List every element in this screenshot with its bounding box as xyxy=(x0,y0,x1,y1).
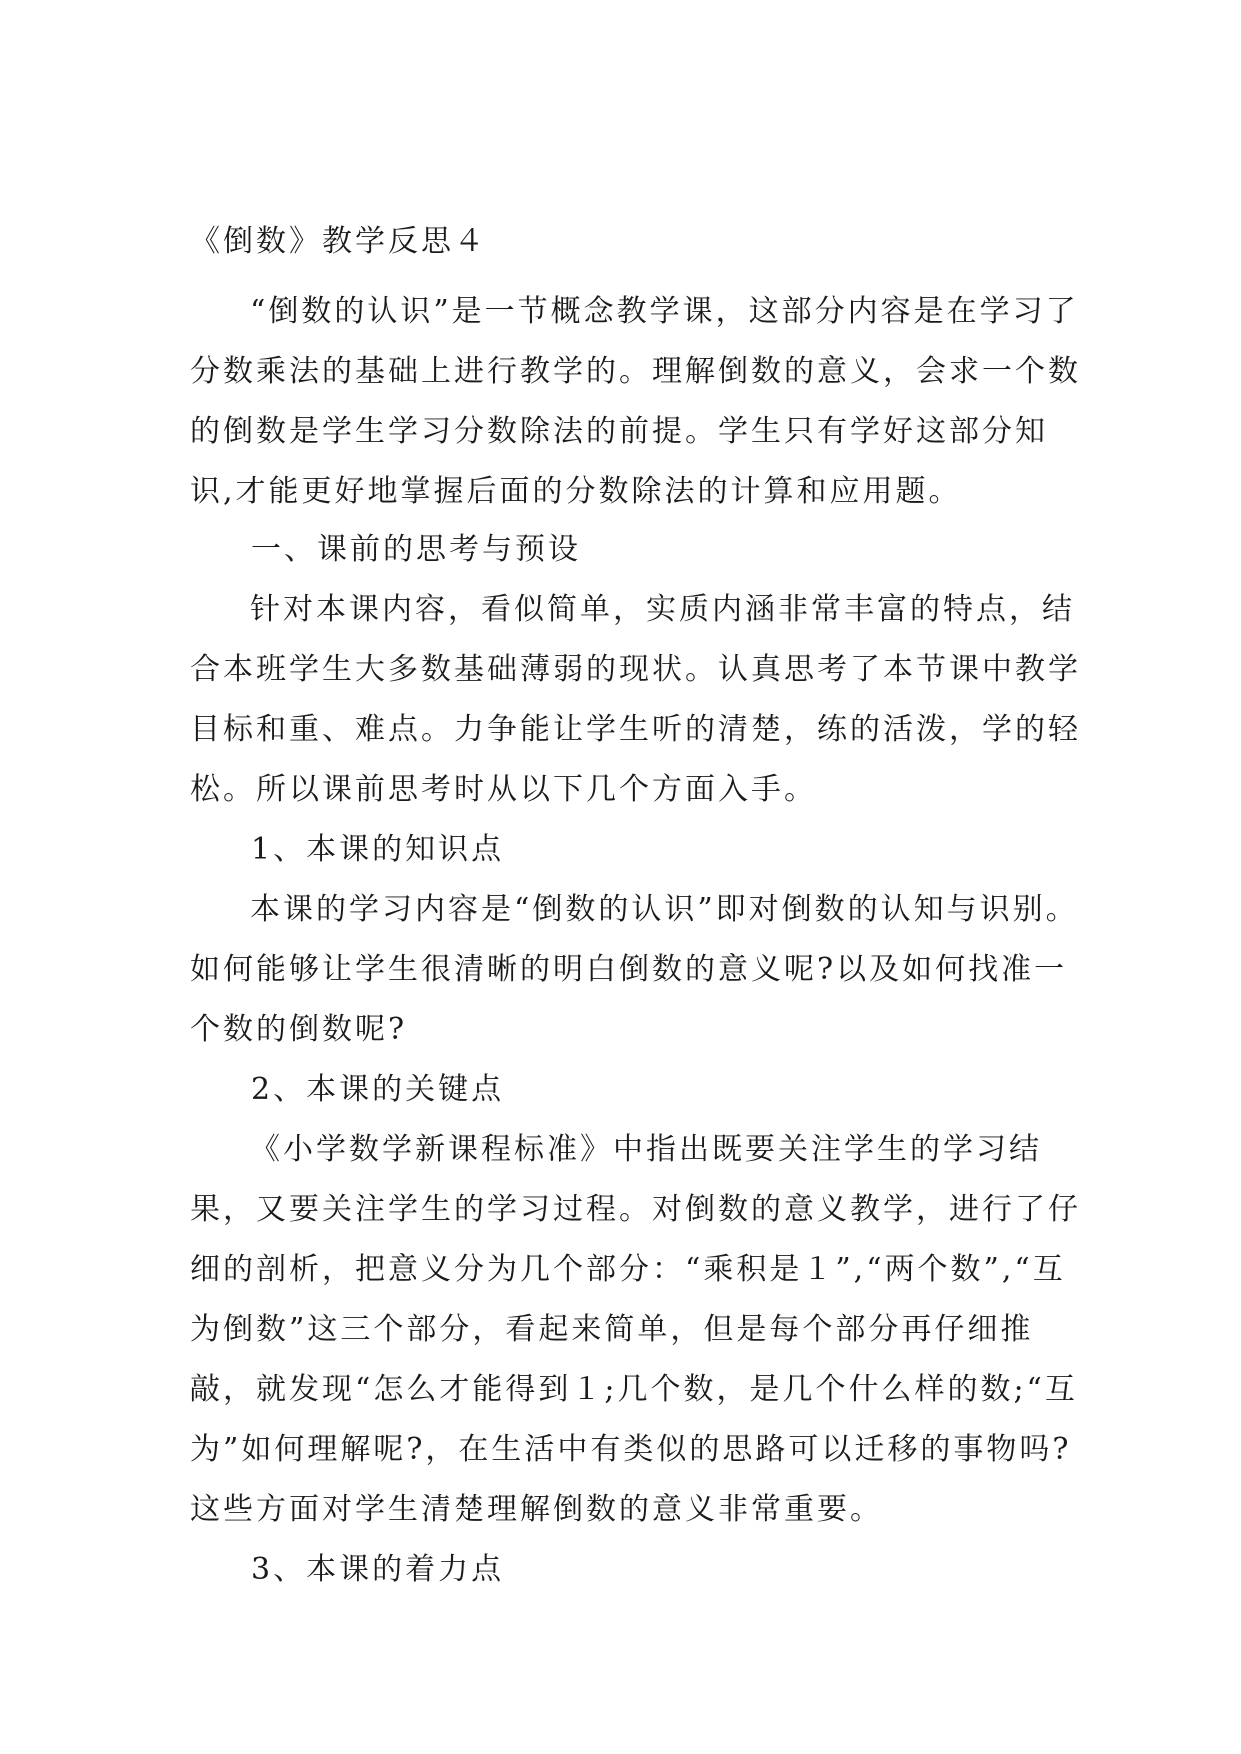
section-heading-preparation: 一、课前的思考与预设 xyxy=(251,532,581,567)
point-heading-knowledge: 1、本课的知识点 xyxy=(251,832,505,867)
point-heading-key: 2、本课的关键点 xyxy=(251,1072,505,1107)
document-page xyxy=(190,222,1090,1600)
key-point-paragraph: 《小学数学新课程标准》中指出既要关注学生的学习结果，又要关注学生的学习过程。对倒数的意义教学，进行了仔细的剖析，把意义分为几个部分：“乘积是１”,“两个数”,“互为倒数”这三个部分，看起来简单，但是每个部分再仔细推敲，就发现“怎么才能得到１;几个数，是几个什么样的数;“互为”如何理解呢?，在生活中有类似的思路可以迁移的事物吗?这些方面对学生清楚理解倒数的意义非常重要。 xyxy=(190,1132,1081,1527)
preparation-paragraph: 针对本课内容，看似简单，实质内涵非常丰富的特点，结合本班学生大多数基础薄弱的现状。认真思考了本节课中教学目标和重、难点。力争能让学生听的清楚，练的活泼，学的轻松。所以课前思考时从以下几个方面入手。 xyxy=(190,592,1081,807)
intro-paragraph: “倒数的认识”是一节概念教学课，这部分内容是在学习了分数乘法的基础上进行教学的。理解倒数的意义，会求一个数的倒数是学生学习分数除法的前提。学生只有学好这部分知识,才能更好地掌握后面的分数除法的计算和应用题。 xyxy=(190,294,1081,509)
knowledge-paragraph: 本课的学习内容是“倒数的认识”即对倒数的认知与识别。如何能够让学生很清晰的明白倒数的意义呢?以及如何找准一个数的倒数呢? xyxy=(190,892,1079,1047)
point-heading-focus: 3、本课的着力点 xyxy=(251,1552,505,1587)
document-title: 《倒数》教学反思４ xyxy=(190,224,487,259)
